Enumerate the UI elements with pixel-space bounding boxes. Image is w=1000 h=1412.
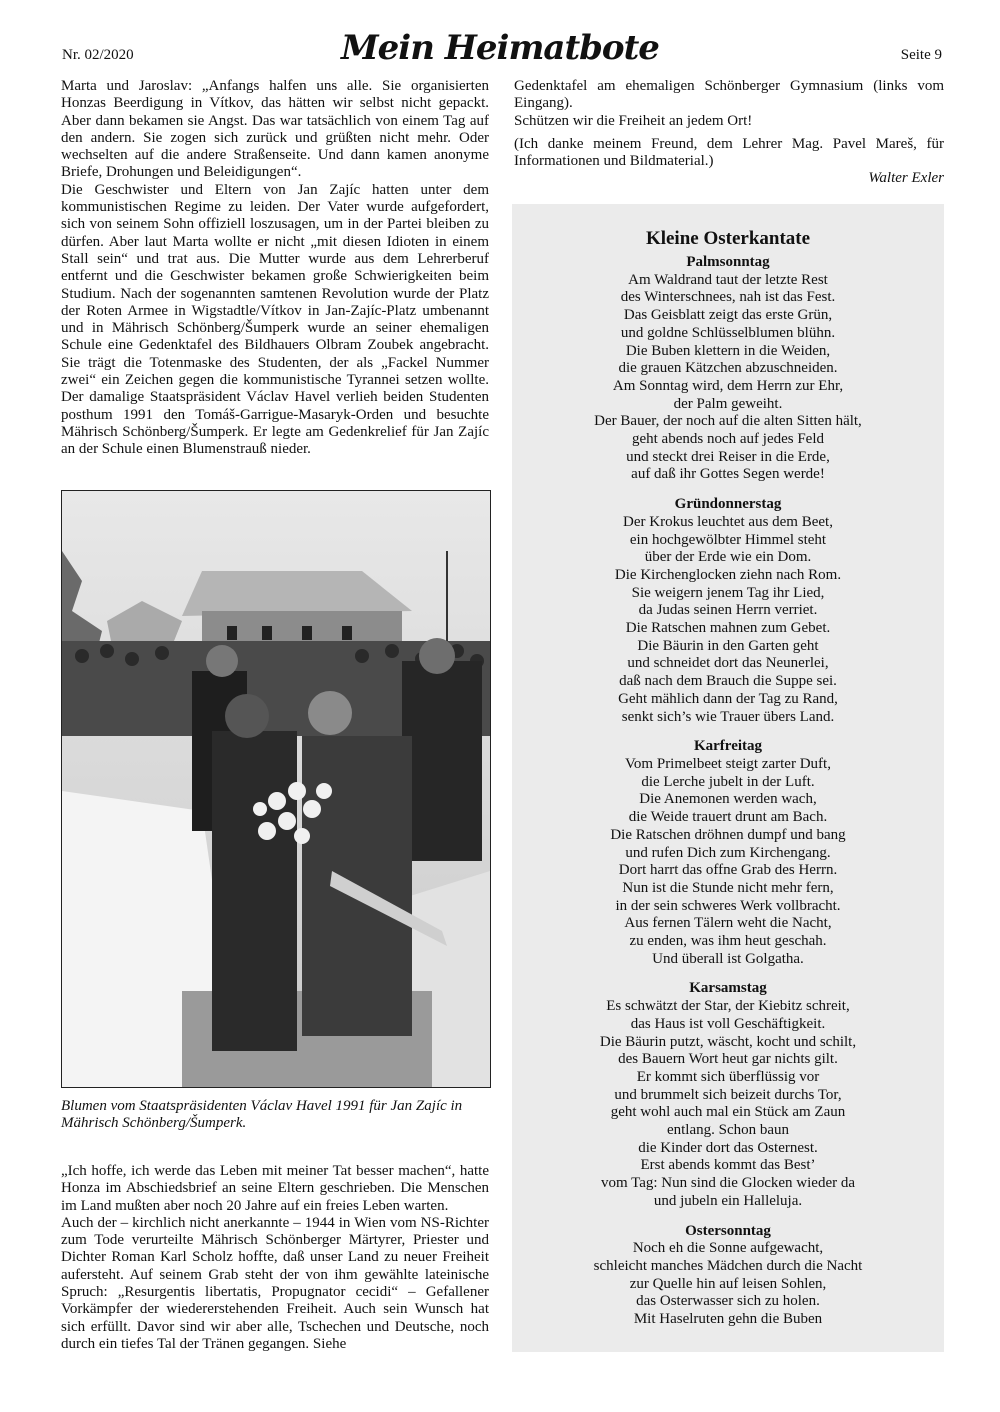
- poem-line: vom Tag: Nun sind die Glocken wieder da: [600, 1175, 856, 1192]
- poem-line: das Osterwasser sich zu holen.: [636, 1293, 820, 1310]
- poem-line: Die Bäurin putzt, wäscht, kocht und schilt,: [599, 1033, 857, 1050]
- poem-line: Dort harrt das offne Grab des Herrn.: [618, 862, 838, 879]
- poem-line: Mit Haselruten gehn die Buben: [633, 1311, 823, 1328]
- poem-line: Der Bauer, der noch auf die alten Sitten hält,: [594, 413, 862, 430]
- poem-line: geht wohl auch mal ein Stück am Zaun: [610, 1104, 846, 1121]
- poem-line: Das Geisblatt zeigt das erste Grün,: [623, 307, 833, 324]
- poem-stanza: [512, 254, 944, 484]
- issue-number: Nr. 02/2020: [62, 47, 134, 63]
- poem-line: zu enden, was ihm heut geschah.: [629, 933, 827, 950]
- page-number: Seite 9: [900, 47, 942, 63]
- poem-line: die Lerche jubelt in der Luft.: [641, 773, 815, 790]
- poem-line: Geht mählich dann der Tag zu Rand,: [618, 690, 838, 707]
- right-column-text: [514, 78, 944, 188]
- poem-body: [512, 254, 944, 1341]
- poem-line: Nun ist die Stunde nicht mehr fern,: [622, 879, 834, 896]
- poem-line: da Judas seinen Herrn verriet.: [638, 602, 818, 619]
- masthead-title: Mein Heimatbote: [341, 28, 659, 68]
- poem-line: Die Ratschen mahnen zum Gebet.: [625, 620, 831, 637]
- poem-line: des Winterschnees, nah ist das Fest.: [620, 289, 836, 306]
- left-column-text: [61, 78, 489, 459]
- paragraph: Auch der – kirchlich nicht anerkannte – 1944 in Wien vom NS-Richter zum Tode verurteilte Mährisch Schönberger Märtyrer, Priester und Dichter Roman Karl Scholz hoffte, daß unser Land zu neuer Freiheit aufersteht. Auf seinem Grab steht der von ihm gewählte lateinische Spruch: „Resurgentis libertatis, Propugnator cecidi“ – Gefallener Vorkämpfer der wiedererstehenden Freiheit. Auch sein Wunsch hat sich erfüllt. Davor sind wir aber alle, Tschechen und Deutsche, noch durch ein tiefes Tal der Tränen gegangen. Siehe: [61, 1214, 489, 1352]
- poem-line: und jubeln ein Halleluja.: [653, 1192, 803, 1209]
- poem-line: die Kinder dort das Osternest.: [638, 1139, 818, 1156]
- paragraph: Gedenktafel am ehemaligen Schönberger Gymnasium (links vom Eingang).: [514, 78, 944, 112]
- poem-line: und schneidet dort das Neunerlei,: [627, 655, 829, 672]
- poem-line: geht abends noch auf jedes Feld: [631, 431, 825, 448]
- photo-caption: Blumen vom Staatspräsidenten Václav Havel 1991 für Jan Zajíc in Mährisch Schönberg/Šumperk.: [61, 1098, 463, 1132]
- poem-line: die Weide trauert drunt am Bach.: [628, 809, 828, 826]
- poem-line: Aus fernen Tälern weht die Nacht,: [624, 915, 832, 932]
- poem-line: Erst abends kommt das Best’: [640, 1157, 816, 1174]
- poem-line: die grauen Kätzchen abzuschneiden.: [618, 360, 838, 377]
- stanza-heading: Karfreitag: [693, 738, 763, 755]
- poem-line: Die Kirchenglocken ziehn nach Rom.: [614, 566, 842, 583]
- paragraph: (Ich danke meinem Freund, dem Lehrer Mag. Pavel Mareš, für Informationen und Bildmaterial.): [514, 135, 944, 170]
- poem-line: Vom Primelbeet steigt zarter Duft,: [625, 755, 831, 772]
- poem-stanza: [512, 496, 944, 726]
- paragraph: „Ich hoffe, ich werde das Leben mit meiner Tat besser machen“, hatte Honza im Abschiedsbrief an seine Eltern geschrieben. Die Menschen im Land mußten aber noch 20 Jahre auf ein freies Leben warten.: [61, 1163, 489, 1214]
- poem-line: Und überall ist Golgatha.: [652, 950, 804, 967]
- poem-line: schleicht manches Mädchen durch die Nacht: [593, 1257, 863, 1274]
- poem-line: Der Krokus leuchtet aus dem Beet,: [623, 513, 833, 530]
- stanza-heading: Ostersonntag: [685, 1222, 771, 1239]
- poem-line: über der Erde wie ein Dom.: [644, 549, 812, 566]
- poem-line: und goldne Schlüsselblumen blühn.: [620, 324, 836, 341]
- poem-line: Sie weigern jenem Tag ihr Lied,: [631, 584, 825, 601]
- poem-line: daß nach dem Brauch die Suppe sei.: [619, 673, 837, 690]
- stanza-heading: Karsamstag: [689, 980, 767, 997]
- poem-line: senkt sich’s wie Trauer übers Land.: [621, 708, 835, 725]
- poem-line: Die Anemonen werden wach,: [639, 791, 817, 808]
- poem-line: Noch eh die Sonne aufgewacht,: [632, 1240, 824, 1257]
- poem-line: ein hochgewölbter Himmel steht: [629, 531, 827, 548]
- poem-line: Es schwätzt der Star, der Kiebitz schreit,: [606, 998, 850, 1015]
- paragraph: Die Geschwister und Eltern von Jan Zajíc hatten unter dem kommunistischen Regime zu leiden. Der Vater wurde aufgefordert, sich von seinem Sohn offiziell loszusagen, um in der Partei bleiben zu dürfen. Aber laut Marta wollte er nicht „mit diesen Idioten in einem Stall sein“ und trat aus. Die Mutter wurde aus dem Lehrerberuf entfernt und die Geschwister bekamen große Schwierigkeiten beim Studium. Nach der sogenannten samtenen Revolution wurde der Platz der Roten Armee in Wigstadtle/Vítkov in Jan-Zajíc-Platz umbenannt und in Mährisch Schönberg/Šumperk wurde an seiner ehemaligen Schule eine Gedenktafel des Bildhauers Olbram Zoubek angebracht. Sie trägt die Totenmaske des Studenten, der als „Fackel Nummer zwei“ ein Zeichen gegen die kommunistische Tyrannei setzen wollte. Der damalige Staatspräsident Václav Havel verlieh beiden Studenten posthum 1991 den Tomáš-Garrigue-Masaryk-Orden und besuchte Mährisch Schönberg/Šumperk. Er legte am Gedenkrelief für Jan Zajíc an der Schule einen Blumenstrauß nieder.: [61, 181, 489, 458]
- left-column-text-bottom: [61, 1163, 489, 1353]
- poem-line: entlang. Schon baun: [666, 1122, 790, 1139]
- poem-stanza: [512, 980, 944, 1210]
- poem-line: Am Sonntag wird, dem Herrn zur Ehr,: [612, 377, 844, 394]
- photo-illustration: [62, 491, 490, 1087]
- paragraph: Schützen wir die Freiheit an jedem Ort!: [514, 112, 753, 129]
- poem-line: auf daß ihr Gottes Segen werde!: [631, 466, 825, 483]
- poem-line: Er kommt sich überflüssig vor: [636, 1068, 820, 1085]
- poem-line: Die Bäurin in den Garten geht: [637, 637, 819, 654]
- poem-line: und brummelt sich beizeit durchs Tor,: [614, 1086, 842, 1103]
- poem-line: und rufen Dich zum Kirchengang.: [625, 844, 831, 861]
- poem-line: Die Buben klettern in die Weiden,: [625, 342, 831, 359]
- poem-line: zur Quelle hin auf leisen Sohlen,: [629, 1275, 827, 1292]
- poem-line: Am Waldrand taut der letzte Rest: [628, 271, 828, 288]
- poem-line: in der sein schweres Werk vollbracht.: [615, 897, 841, 914]
- poem-line: das Haus ist voll Geschäftigkeit.: [630, 1015, 826, 1032]
- poem-line: und steckt drei Reiser in die Erde,: [626, 448, 830, 465]
- poem-stanza: [512, 738, 944, 968]
- poem-line: Die Ratschen dröhnen dumpf und bang: [610, 826, 846, 843]
- author-name: Walter Exler: [868, 170, 944, 187]
- stanza-heading: Gründonnerstag: [674, 496, 782, 513]
- photo-havel-flowers: [61, 490, 491, 1088]
- author-credit-row: [514, 170, 944, 187]
- poem-line: der Palm geweiht.: [673, 395, 783, 412]
- poem-title: Kleine Osterkantate: [645, 228, 811, 249]
- poem-box: [512, 204, 944, 1352]
- stanza-heading: Palmsonntag: [686, 254, 770, 270]
- paragraph: Marta und Jaroslav: „Anfangs halfen uns alle. Sie organisierten Honzas Beerdigung in Vítkov, das hätten wir selbst nicht gepackt. Aber dann bekamen sie Angst. Das war tatsächlich von einem Tag auf den andern. Sie zogen sich zurück und grüßten nicht mehr. Oder wechselten auf die andere Straßenseite. Und dann kamen anonyme Briefe, Drohungen und Beleidigungen“.: [61, 78, 489, 181]
- poem-line: des Bauern Wort heut gar nichts gilt.: [618, 1051, 838, 1068]
- poem-stanza: [512, 1223, 944, 1329]
